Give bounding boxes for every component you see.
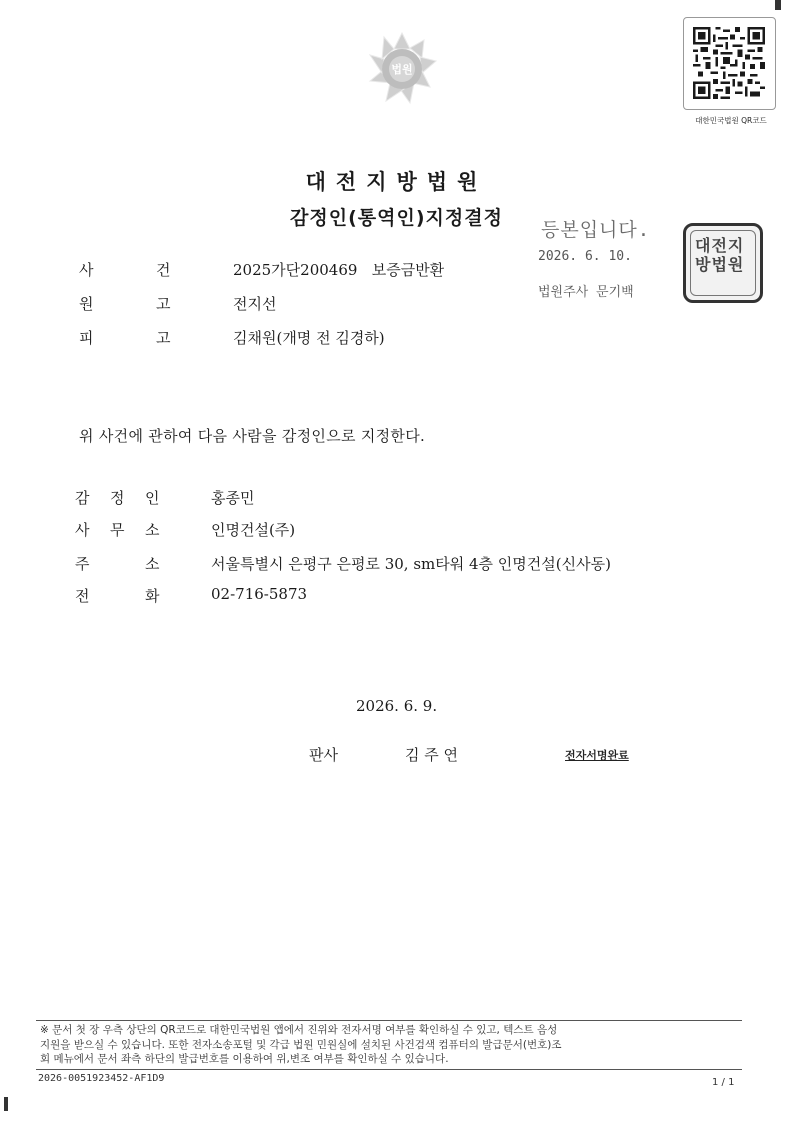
plaintiff-label-char: 원 [79,295,94,313]
e-signature-mark: 전자서명완료 [565,749,629,762]
defendant-value: 김채원(개명 전 김경하) [233,329,385,347]
plaintiff-label-char: 고 [156,295,171,313]
emblem-text: 법원 [391,63,413,76]
court-seal-text: 대전지방법원 [695,236,745,274]
appointee-label-char: 정 [110,489,125,507]
appointee-name-value: 홍종민 [211,489,255,507]
page-number: 1 / 1 [712,1077,735,1088]
office-label-char: 무 [110,521,125,539]
judge-name: 김 주 연 [405,746,459,764]
certified-copy-text: 등본입니다. [541,219,651,241]
case-label-char: 사 [79,261,94,279]
phone-value: 02-716-5873 [211,585,308,603]
plaintiff-row [0,293,500,315]
appointee-name-row [0,487,700,509]
court-seal [683,223,763,303]
office-row [0,519,700,541]
qr-code-icon[interactable] [693,25,765,101]
court-name: 대전지방법원 [305,170,488,194]
qr-code-block [683,17,776,129]
defendant-row [0,327,500,349]
office-value: 인명건설(주) [211,521,296,539]
appointee-label-char: 인 [145,489,160,507]
office-label-char: 소 [145,521,160,539]
office-label-char: 사 [75,521,90,539]
judge-title: 판사 [309,746,338,764]
issue-number: 2026-0051923452-AF1D9 [38,1073,165,1084]
notice-line: 회 메뉴에서 문서 좌측 하단의 발급번호를 이용하여 위,변조 여부를 확인하실 수 있습니다. [40,1053,449,1065]
certification-officer: 법원주사 문기백 [538,285,634,300]
decision-body-text: 위 사건에 관하여 다음 사람을 감정인으로 지정한다. [79,427,426,445]
case-label-char: 건 [156,261,171,279]
appointee-label-char: 감 [75,489,90,507]
notice-line: ※ 문서 첫 장 우측 상단의 QR코드로 대한민국법원 앱에서 진위와 전자서명 여부를 확인하실 수 있고, 텍스트 음성 [40,1024,558,1036]
address-label-char: 소 [145,555,160,573]
phone-label-char: 전 [75,587,90,605]
plaintiff-value: 전지선 [233,295,277,313]
decision-date: 2026. 6. 9. [356,697,438,715]
defendant-label-char: 피 [79,329,94,347]
verification-notice [36,1020,742,1070]
address-value: 서울특별시 은평구 은평로 30, sm타워 4층 인명건설(신사동) [211,555,611,573]
corner-mark [775,0,781,10]
document-title: 감정인(통역인)지정결정 [290,207,503,229]
court-emblem [364,31,440,107]
notice-line: 지원을 받으실 수 있습니다. 또한 전자소송포털 및 각급 법원 민원실에 설치된 사건검색 컴퓨터의 발급문서(번호)조 [40,1038,562,1051]
edge-mark [4,1097,8,1111]
address-row [0,553,700,575]
address-label-char: 주 [75,555,90,573]
case-number-value: 2025가단200469 보증금반환 [233,261,445,279]
certification-date: 2026. 6. 10. [538,249,632,264]
phone-label-char: 화 [145,587,160,605]
qr-label: 대한민국법원 QR코드 [695,116,767,125]
case-info-row [0,259,500,281]
defendant-label-char: 고 [156,329,171,347]
phone-row [0,585,700,607]
